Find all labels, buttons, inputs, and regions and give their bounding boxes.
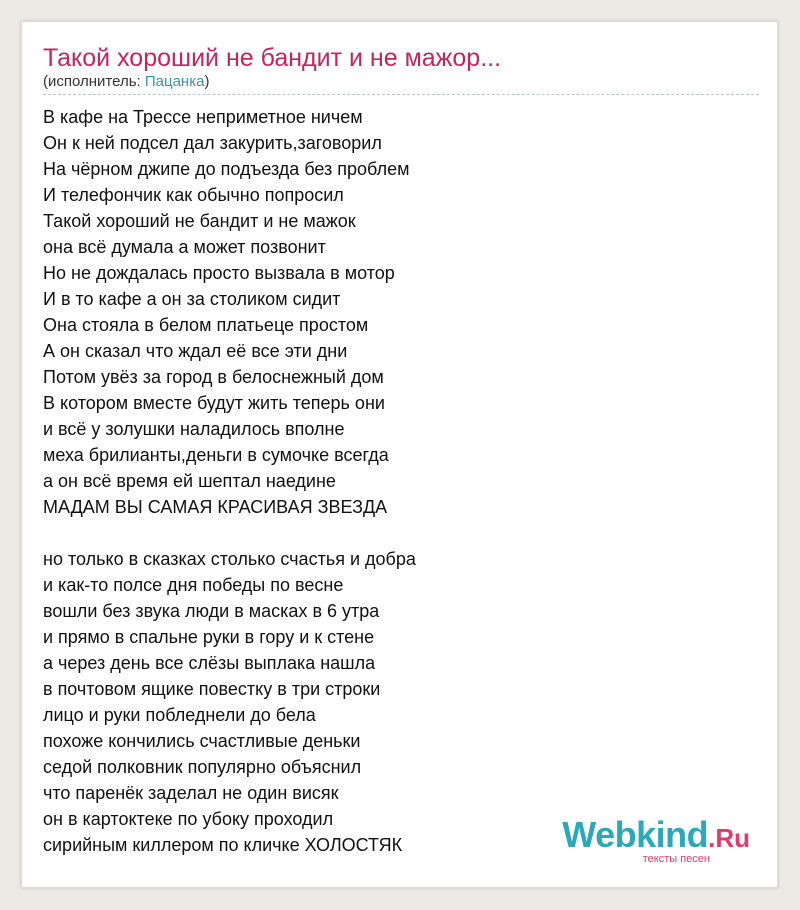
artist-link[interactable]: Пацанка (144, 73, 205, 90)
lyric-line: что паренёк заделал не один висяк (43, 783, 339, 803)
lyric-line: седой полковник популярно объяснил (43, 757, 362, 777)
lyrics-text (43, 104, 743, 858)
lyric-line: сирийным киллером по кличке ХОЛОСТЯК (43, 835, 403, 855)
lyric-line: вошли без звука люди в масках в 6 утра (43, 601, 380, 621)
artist-suffix: ) (204, 73, 210, 90)
lyric-line: В кафе на Трессе неприметное ничем (43, 107, 363, 127)
logo-tld: .Ru (708, 823, 750, 853)
song-title: Такой хороший не бандит и не мажор... (43, 44, 502, 72)
lyric-line: А он сказал что ждал её все эти дни (43, 341, 348, 361)
title-divider (43, 94, 759, 95)
lyric-line: но только в сказках столько счастья и добра (43, 549, 416, 569)
stanza-break (43, 520, 743, 546)
lyric-line: Но не дождалась просто вызвала в мотор (43, 263, 395, 283)
lyric-line: Она стояла в белом платьеце простом (43, 315, 369, 335)
logo-tagline: тексты песен (642, 853, 710, 865)
lyric-line: а через день все слёзы выплака нашла (43, 653, 376, 673)
lyric-line: похоже кончились счастливые деньки (43, 731, 361, 751)
lyric-line: Он к ней подсел дал закурить,заговорил (43, 133, 382, 153)
lyric-line: И телефончик как обычно попросил (43, 185, 344, 205)
lyric-line: а он всё время ей шептал наедине (43, 471, 336, 491)
lyric-line: В котором вместе будут жить теперь они (43, 393, 385, 413)
lyric-line: лицо и руки побледнели до бела (43, 705, 316, 725)
artist-line (43, 73, 209, 91)
lyric-line: МАДАМ ВЫ САМАЯ КРАСИВАЯ ЗВЕЗДА (43, 497, 388, 517)
webkind-logo (562, 814, 750, 865)
lyric-line: Такой хороший не бандит и не мажок (43, 211, 356, 231)
lyric-line: она всё думала а может позвонит (43, 237, 326, 257)
lyric-line: он в картоктеке по убоку проходил (43, 809, 334, 829)
lyric-line: и прямо в спальне руки в гору и к стене (43, 627, 375, 647)
lyric-line: меха брилианты,деньги в сумочке всегда (43, 445, 389, 465)
lyric-line: в почтовом ящике повестку в три строки (43, 679, 381, 699)
lyric-line: и как-то полсе дня победы по весне (43, 575, 344, 595)
lyric-line: и всё у золушки наладилось вполне (43, 419, 345, 439)
artist-prefix: (исполнитель: (43, 73, 145, 90)
lyric-line: Потом увёз за город в белоснежный дом (43, 367, 384, 387)
lyrics-card (21, 21, 778, 888)
lyric-line: На чёрном джипе до подъезда без проблем (43, 159, 410, 179)
lyric-line: И в то кафе а он за столиком сидит (43, 289, 341, 309)
logo-brand: Webkind (562, 814, 709, 855)
